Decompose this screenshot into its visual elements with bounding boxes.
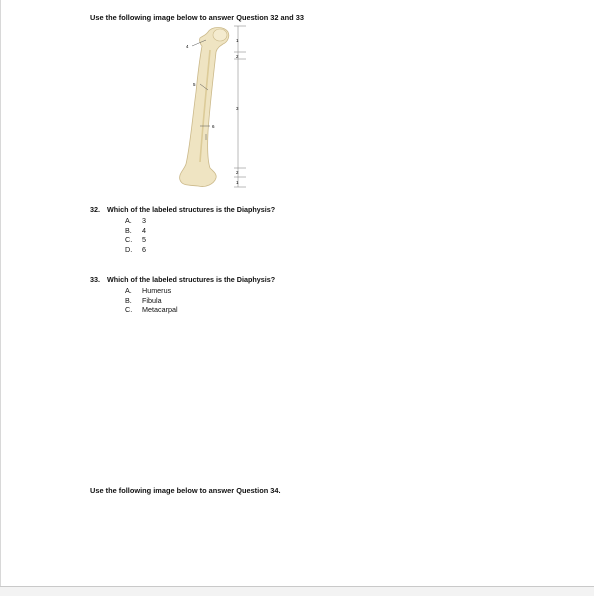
question-stem [90,275,275,284]
femoral-head [213,29,227,41]
femur-diagram [170,22,260,192]
option-text: 6 [142,244,146,254]
question-number: 33. [90,275,100,284]
label-top-2: 2 [236,54,239,59]
option-c[interactable] [90,235,275,245]
option-letter: C. [125,235,133,245]
option-b[interactable] [90,296,275,306]
answer-options [90,286,275,315]
question-32 [90,205,275,254]
option-letter: C. [125,305,133,315]
label-mid-3: 3 [236,106,239,111]
option-d[interactable] [90,245,275,255]
option-letter: A. [125,286,132,295]
question-text: Which of the labeled structures is the Diaphysis? [107,205,276,214]
option-letter: A. [125,216,132,225]
page-bottom-strip [0,587,594,596]
option-text: 3 [142,216,146,225]
instructions-heading-q32-33: Use the following image below to answer Question 32 and 33 [90,13,304,22]
option-letter: B. [125,225,132,235]
label-bot-1: 1 [236,180,239,185]
label-4: 4 [186,44,189,49]
option-text: 4 [142,225,146,235]
option-text: Fibula [142,295,162,305]
option-text: Metacarpal [142,305,178,315]
label-6: 6 [212,124,215,129]
label-bot-2: 2 [236,170,239,175]
question-number: 32. [90,205,100,214]
answer-options [90,216,275,254]
question-text: Which of the labeled structures is the Diaphysis? [107,275,276,284]
option-a[interactable] [90,286,275,296]
label-top-1: 1 [236,38,239,43]
option-a[interactable] [90,216,275,226]
page-left-edge [0,0,1,586]
option-b[interactable] [90,226,275,236]
option-text: Humerus [142,286,172,295]
question-stem [90,205,275,214]
option-c[interactable] [90,305,275,315]
femur-figure [170,22,260,192]
label-5: 5 [193,82,196,87]
instructions-heading-q34: Use the following image below to answer Question 34. [90,486,281,495]
option-text: 5 [142,235,146,245]
option-letter: D. [125,244,133,254]
question-33 [90,275,275,315]
option-letter: B. [125,295,132,305]
